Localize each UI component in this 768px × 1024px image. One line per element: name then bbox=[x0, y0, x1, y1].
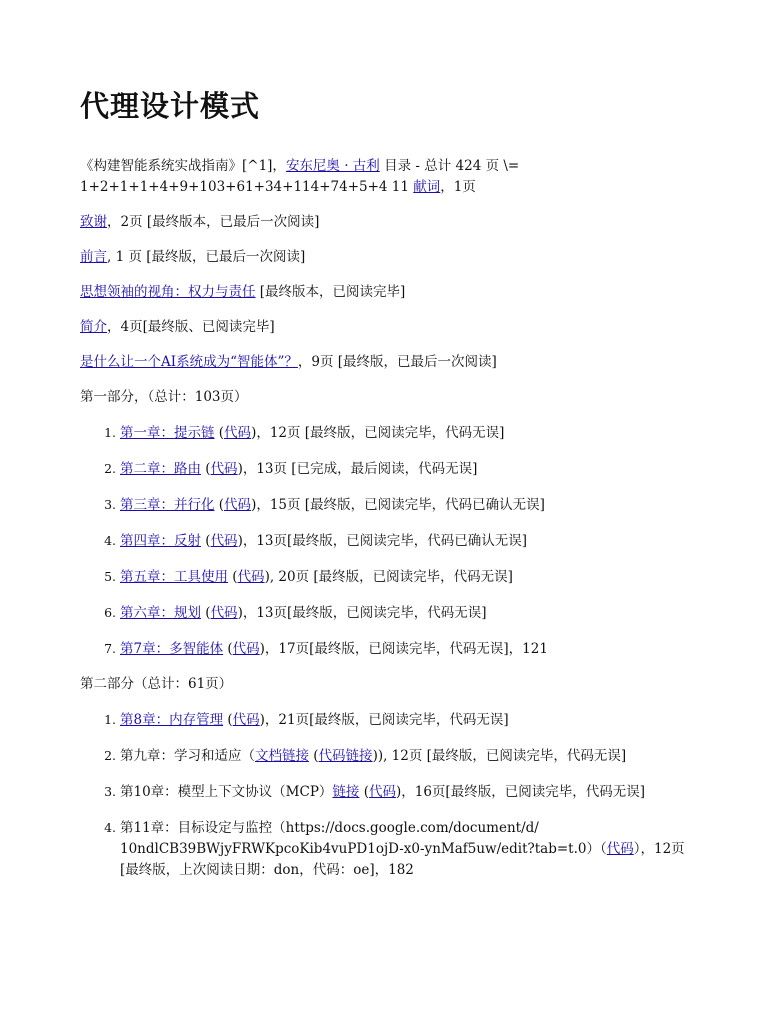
list-item bbox=[120, 602, 688, 624]
chapter5-status: ), 20页 [最终版，已阅读完毕，代码无误] bbox=[264, 569, 513, 585]
list-item bbox=[120, 709, 688, 731]
list-item bbox=[120, 745, 688, 767]
what-makes-agent-link[interactable]: 是什么让一个AI系统成为“智能体”？ bbox=[80, 354, 298, 370]
list-item bbox=[120, 638, 688, 660]
paren-open: ( bbox=[309, 748, 319, 764]
chapter10-title: 第10章：模型上下文协议（MCP） bbox=[120, 784, 333, 800]
what-makes-agent-status: ，9页 [最终版，已最后一次阅读] bbox=[297, 354, 497, 370]
list-item bbox=[120, 494, 688, 516]
part1-heading: 第一部分，（总计：103页） bbox=[80, 389, 248, 405]
author-link[interactable]: 安东尼奥 · 古利 bbox=[285, 158, 380, 174]
chapter6-code-link[interactable]: 代码 bbox=[210, 605, 238, 621]
thought-leader-link[interactable]: 思想领袖的视角：权力与责任 bbox=[80, 284, 256, 300]
paren-open: ( bbox=[201, 533, 211, 549]
chapter11-title: 第11章：目标设定与监控（https://docs.google.com/document/d/ 10ndlCB39BWjyFRWKpcoKib4vuPD1ojD-x0-ynMaf5uw/edit?tab=t.0）（ bbox=[120, 820, 607, 857]
front-matter-thought-leader bbox=[80, 282, 688, 303]
chapter2-status: )，13页 [已完成，最后阅读，代码无误] bbox=[237, 461, 478, 477]
front-matter-what-makes-agent bbox=[80, 352, 688, 373]
introduction-link[interactable]: 简介 bbox=[80, 319, 107, 335]
paren-open: ( bbox=[214, 497, 225, 513]
part1-chapter-list bbox=[80, 422, 688, 660]
dedication-link[interactable]: 献词 bbox=[413, 179, 441, 195]
chapter3-code-link[interactable]: 代码 bbox=[224, 497, 252, 513]
paren-open: ( bbox=[201, 605, 211, 621]
front-matter-acknowledgments bbox=[80, 212, 688, 233]
page-title: 代理设计模式 bbox=[80, 89, 261, 123]
chapter1-link[interactable]: 第一章：提示链 bbox=[120, 425, 215, 441]
acknowledgments-link[interactable]: 致谢 bbox=[80, 214, 107, 230]
chapter11-status: ），12页 [最终版，上次阅读日期：don，代码：oe]，182 bbox=[120, 841, 685, 878]
chapter5-code-link[interactable]: 代码 bbox=[237, 569, 265, 585]
chapter1-status: )，12页 [最终版，已阅读完毕，代码无误] bbox=[251, 425, 505, 441]
chapter10-link[interactable]: 链接 bbox=[332, 784, 360, 800]
chapter2-code-link[interactable]: 代码 bbox=[210, 461, 238, 477]
list-item bbox=[120, 817, 688, 881]
chapter8-status: )，21页[最终版，已阅读完毕，代码无误] bbox=[259, 712, 509, 728]
paren-open: ( bbox=[201, 461, 211, 477]
paren-open: ( bbox=[214, 425, 225, 441]
chapter5-link[interactable]: 第五章：工具使用 bbox=[120, 569, 228, 585]
chapter1-code-link[interactable]: 代码 bbox=[224, 425, 252, 441]
chapter7-status: )，17页[最终版，已阅读完毕，代码无误]，121 bbox=[259, 641, 548, 657]
chapter7-link[interactable]: 第7章：多智能体 bbox=[120, 641, 224, 657]
chapter3-status: )，15页 [最终版，已阅读完毕，代码已确认无误] bbox=[251, 497, 545, 513]
list-item bbox=[120, 422, 688, 444]
intro-paragraph bbox=[80, 156, 688, 198]
chapter7-code-link[interactable]: 代码 bbox=[232, 641, 260, 657]
part2-chapter-list bbox=[80, 709, 688, 881]
toc-summary: 目录 - 总计 424 页 \= 1+2+1+1+4+9+103+61+34+114+74+5+4 11 bbox=[80, 158, 520, 195]
book-title: 《构建智能系统实战指南》[^1]， bbox=[80, 158, 286, 174]
chapter6-status: )，13页[最终版，已阅读完毕，代码无误] bbox=[237, 605, 487, 621]
chapter9-title: 第九章：学习和适应（ bbox=[120, 748, 255, 764]
chapter3-link[interactable]: 第三章：并行化 bbox=[120, 497, 215, 513]
chapter9-code-link[interactable]: 代码链接 bbox=[318, 748, 373, 764]
list-item bbox=[120, 530, 688, 552]
preface-link[interactable]: 前言 bbox=[80, 249, 107, 265]
part2-heading: 第二部分（总计：61页） bbox=[80, 676, 233, 692]
list-item bbox=[120, 566, 688, 588]
list-item bbox=[120, 781, 688, 803]
dedication-pages: ，1页 bbox=[440, 179, 476, 195]
preface-status: , 1 页 [最终版，已最后一次阅读] bbox=[107, 249, 306, 265]
list-item bbox=[120, 458, 688, 480]
paren-open: ( bbox=[223, 641, 233, 657]
chapter10-code-link[interactable]: 代码 bbox=[368, 784, 396, 800]
chapter8-link[interactable]: 第8章：内存管理 bbox=[120, 712, 224, 728]
front-matter-preface bbox=[80, 247, 688, 268]
chapter4-link[interactable]: 第四章：反射 bbox=[120, 533, 201, 549]
acknowledgments-status: ，2页 [最终版本，已最后一次阅读] bbox=[107, 214, 320, 230]
chapter4-code-link[interactable]: 代码 bbox=[210, 533, 238, 549]
thought-leader-status: [最终版本，已阅读完毕] bbox=[255, 284, 406, 300]
paren-open: ( bbox=[359, 784, 369, 800]
paren-open: ( bbox=[228, 569, 238, 585]
front-matter-introduction bbox=[80, 317, 688, 338]
chapter10-status: )，16页[最终版，已阅读完毕，代码无误] bbox=[395, 784, 645, 800]
chapter11-code-link[interactable]: 代码 bbox=[606, 841, 634, 857]
chapter4-status: )，13页[最终版，已阅读完毕，代码已确认无误] bbox=[237, 533, 528, 549]
chapter6-link[interactable]: 第六章：规划 bbox=[120, 605, 201, 621]
chapter9-status: )), 12页 [最终版，已阅读完毕，代码无误] bbox=[372, 748, 627, 764]
chapter9-doc-link[interactable]: 文档链接 bbox=[255, 748, 309, 764]
chapter2-link[interactable]: 第二章：路由 bbox=[120, 461, 201, 477]
paren-open: ( bbox=[223, 712, 233, 728]
chapter8-code-link[interactable]: 代码 bbox=[232, 712, 260, 728]
introduction-status: ，4页[最终版、已阅读完毕] bbox=[107, 319, 275, 335]
